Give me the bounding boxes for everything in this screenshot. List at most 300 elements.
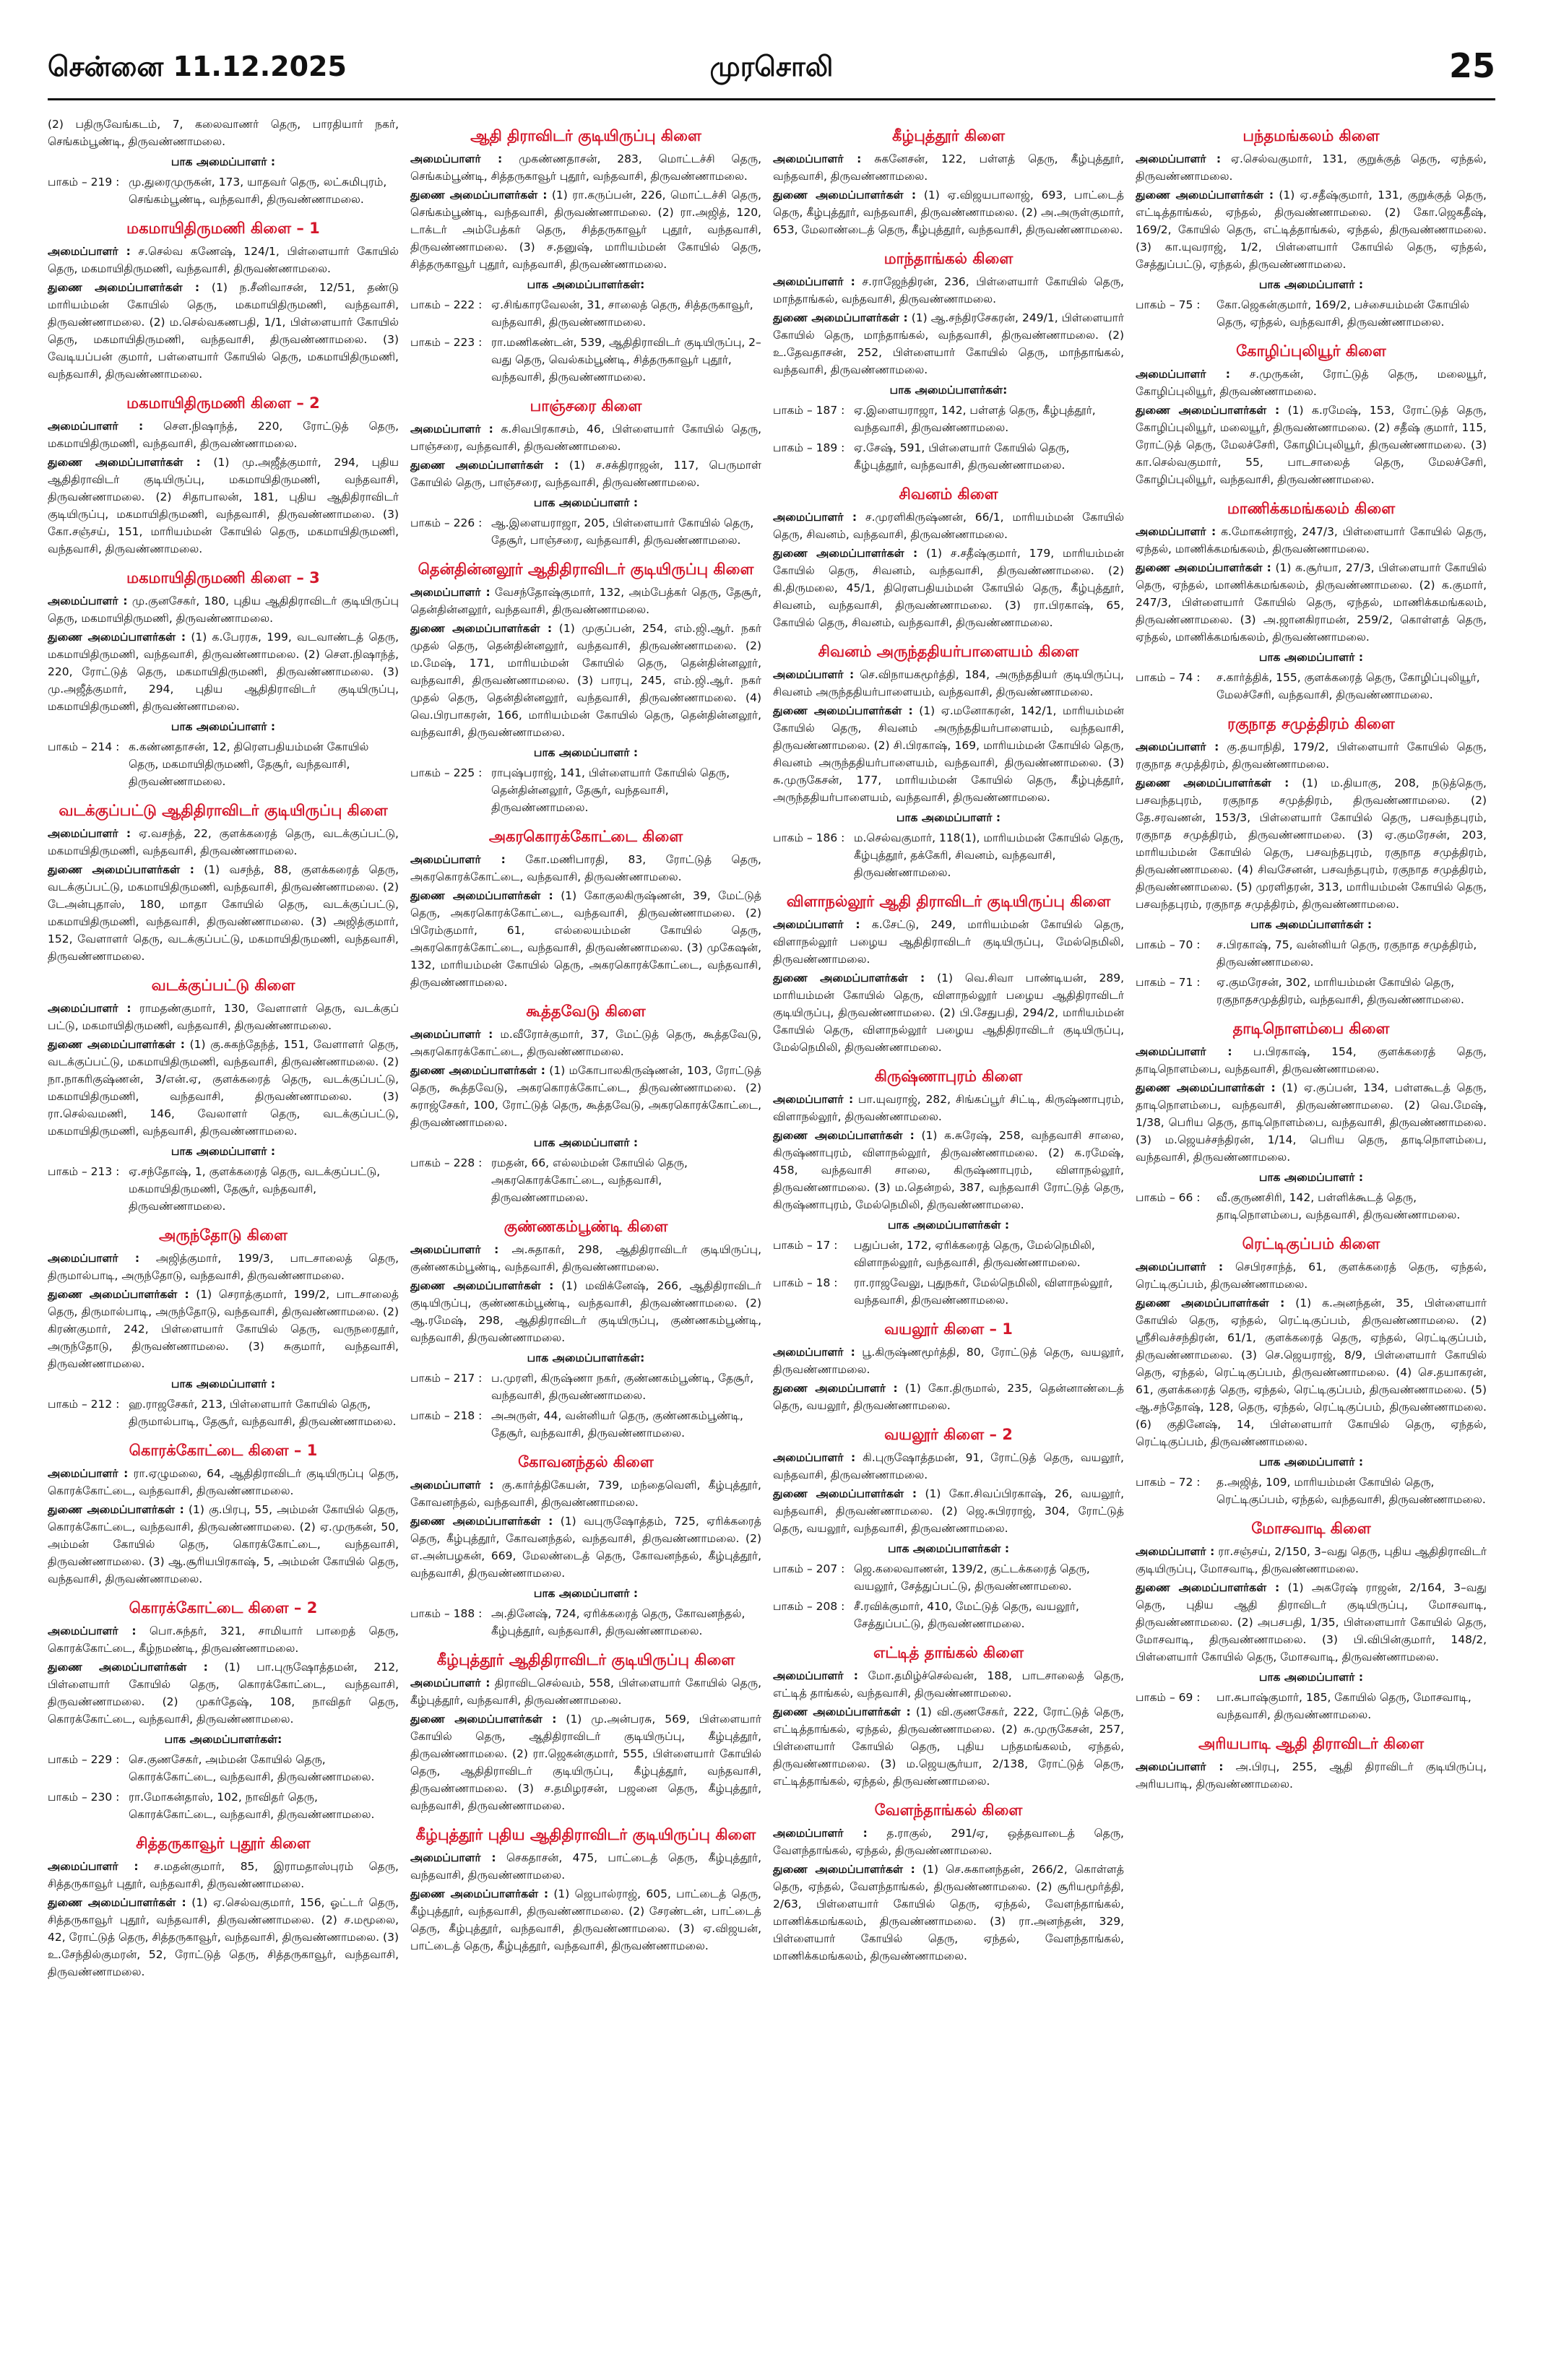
branch-section: [48, 218, 399, 383]
ward-organiser-heading: பாக அமைப்பாளர் :: [533, 1136, 639, 1149]
entry-text: (1) ச.சதீஷ்குமார், 179, மாரியம்மன் கோயில் தெரு, சிவனம், வந்தவாசி, திருவண்ணாமலை. (2) கி.திருமலை, 45/1, திரௌபதியம்மன் கோயில் தெரு, கீழ்புத்தூர், சிவனம், வந்தவாசி, திருவண்ணாமலை. (3) ரா.பிரகாஷ், 65, கோயில் தெரு, சிவனம், வந்தவாசி, திருவண்ணாமலை.: [773, 547, 1124, 629]
office-bearer-entry: [773, 1091, 1124, 1125]
ward-number: பாகம் – 228 :: [410, 1156, 483, 1169]
role-label: துணை அமைப்பாளர்கள் :: [48, 863, 194, 876]
ward-text: மு.துரைமுருகன், 173, யாதவர் தெரு, லட்சுமிபுரம், செங்கம்பூண்டி, வந்தவாசி, திருவண்ணாமலை.: [129, 176, 387, 206]
office-bearer-entry: [1136, 1043, 1487, 1078]
role-label: துணை அமைப்பாளர்கள் :: [410, 189, 548, 202]
branch-heading: பந்தமங்கலம் கிளை: [1242, 127, 1380, 144]
ward-number: பாகம் – 218 :: [410, 1409, 483, 1422]
branch-heading: அரியபாடி ஆதி திராவிடர் கிளை: [1198, 1735, 1425, 1752]
branch-section: [773, 126, 1124, 238]
ward-number: பாகம் – 219 :: [48, 176, 120, 189]
office-bearer-entry: [773, 309, 1124, 378]
ward-number: பாகம் – 186 :: [773, 831, 845, 844]
role-label: அமைப்பாளர் :: [48, 827, 131, 840]
branch-section: [773, 1424, 1124, 1632]
office-bearer-entry: [1136, 559, 1487, 646]
entry-text: க.சேட்டு, 249, மாரியம்மன் கோயில் தெரு, விளாநல்லூர் பழைய ஆதிதிராவிடர் குடியிருப்பு, மேல்நெமிலி, திருவண்ணாமலை.: [773, 918, 1124, 966]
office-bearer-entry: [1136, 1294, 1487, 1450]
entry-text: (1) க.சூர்யா, 27/3, பிள்ளையார் கோயில் தெரு, ஏந்தல், மாணிக்கமங்கலம், திருவண்ணாமலை. (2) க.குமார், 247/3, பிள்ளையார் கோயில் தெரு, ஏந்தல், மாணிக்கமங்கலம், திருவண்ணாமலை. (3) அ.ஜானகிராமன், 259/2, கொள்ளத் தெரு, ஏந்தல், மாணிக்கமங்கலம், திருவண்ணாமலை.: [1136, 561, 1487, 644]
ward-number: பாகம் – 223 :: [410, 336, 483, 349]
ward-organiser-heading: பாக அமைப்பாளர்கள்:: [164, 1733, 282, 1746]
ward-text: ஆ.இளையராஜா, 205, பிள்ளையார் கோயில் தெரு, தேசூர், பாஞ்சரை, வந்தவாசி, திருவண்ணாமலை.: [491, 516, 754, 547]
ward-organiser-heading: பாக அமைப்பாளர் :: [170, 155, 276, 168]
role-label: துணை அமைப்பாளர்கள் :: [410, 1887, 549, 1900]
branch-heading: கீழ்புத்தூர் புதிய ஆதிதிராவிடர் குடியிருப்பு கிளை: [415, 1826, 756, 1843]
role-label: அமைப்பாளர் :: [1136, 1760, 1224, 1773]
ward-entry: [1136, 1689, 1487, 1723]
role-label: அமைப்பாளர் :: [1136, 1260, 1224, 1273]
branch-heading: அகரகொரக்கோட்டை கிளை: [488, 828, 683, 845]
entry-text: (1) ஏ.விஜயபாலாஜ், 693, பாட்டைத் தெரு, கீழ்புத்தூர், வந்தவாசி, திருவண்ணாமலை. (2) அ.அருள்குமார், 653, மேலாண்டைத் தெரு, கீழ்புத்தூர், வந்தவாசி, திருவண்ணாமலை.: [773, 189, 1124, 236]
ward-number: பாகம் – 74 :: [1136, 671, 1201, 684]
ward-entry: [410, 296, 761, 331]
role-label: அமைப்பாளர் :: [773, 918, 860, 931]
branch-heading: சிவனம் கிளை: [899, 485, 998, 503]
ward-text: ப.முரளி, கிருஷ்ணா நகர், குண்ணகம்பூண்டி, தேசூர், வந்தவாசி, திருவண்ணாமலை.: [491, 1372, 754, 1402]
role-label: அமைப்பாளர் :: [410, 853, 506, 866]
ward-text: ஏ.குமரேசன், 302, மாரியம்மன் கோயில் தெரு, ரகுநாதசமுத்திரம், வந்தவாசி, திருவண்ணாமலை.: [1216, 976, 1464, 1006]
entry-text: ச.ராஜேந்திரன், 236, பிள்ளையார் கோயில் தெரு, மாந்தாங்கல், வந்தவாசி, திருவண்ணாமலை.: [773, 275, 1124, 306]
ward-text: ஏ.சிங்காரவேலன், 31, சாலைத் தெரு, சித்தருகாவூர், வந்தவாசி, திருவண்ணாமலை.: [491, 298, 753, 329]
ward-entry: [773, 1598, 1124, 1632]
office-bearer-entry: [410, 420, 761, 455]
office-bearer-entry: [48, 1250, 399, 1284]
office-bearer-entry: [48, 592, 399, 627]
role-label: அமைப்பாளர் :: [410, 423, 493, 436]
entry-text: பொ.சுந்தர், 321, சாமியார் பாறைத் தெரு, கொரக்கோட்டை, கீழ்நமண்டி, திருவண்ணாமலை.: [48, 1624, 399, 1655]
office-bearer-entry: [773, 1825, 1124, 1859]
role-label: துணை அமைப்பாளர்கள் :: [410, 459, 559, 472]
office-bearer-entry: [410, 1026, 761, 1060]
ward-entry: [1136, 669, 1487, 704]
ward-number: பாகம் – 222 :: [410, 298, 483, 311]
branch-section: [410, 559, 761, 816]
article-columns: [48, 116, 1495, 2351]
edition-date: சென்னை 11.12.2025: [48, 51, 347, 82]
branch-section: [1136, 126, 1487, 331]
ward-text: ஜெ.கலைவாணன், 139/2, குட்டக்கரைத் தெரு, வயலூர், சேத்துப்பட்டு, திருவண்ணாமலை.: [854, 1562, 1090, 1593]
office-bearer-entry: [410, 1513, 761, 1582]
role-label: அமைப்பாளர் :: [773, 1093, 854, 1106]
ward-text: ரா.மணிகண்டன், 539, ஆதிதிராவிடர் குடியிருப்பு, 2–வது தெரு, வெல்கம்பூண்டி, சித்தருகாவூர் புதூர், வந்தவாசி, திருவண்ணாமலை.: [491, 336, 761, 384]
office-bearer-entry: [48, 861, 399, 965]
role-label: அமைப்பாளர் :: [48, 1252, 140, 1265]
office-bearer-entry: [410, 1674, 761, 1709]
branch-section: [48, 568, 399, 790]
role-label: துணை அமைப்பாளர்கள் :: [773, 704, 913, 717]
ward-number: பாகம் – 71 :: [1136, 976, 1201, 989]
entry-text: (1) அகரேஷ் ராஜன், 2/164, 3–வது தெரு, புதிய ஆதி திராவிடர் குடியிருப்பு, மோசவாடி, திருவண்ணாமலை. (2) அபசபதி, 1/35, பிள்ளையார் கோயில் தெரு, மோசவாடி, திருவண்ணாமலை. (3) பி.விபின்குமார், 148/2, பிள்ளையார் கோயில் தெரு, மோசவாடி, திருவண்ணாமலை.: [1136, 1581, 1487, 1663]
branch-heading: பாஞ்சரை கிளை: [530, 397, 642, 415]
ward-number: பாகம் – 72 :: [1136, 1476, 1201, 1489]
office-bearer-entry: [1136, 523, 1487, 558]
role-label: அமைப்பாளர் :: [48, 1467, 129, 1480]
office-bearer-entry: [410, 887, 761, 991]
role-label: அமைப்பாளர் :: [410, 152, 503, 165]
entry-text: (1) ரா.கருப்பன், 226, மொட்டச்சி தெரு, செங்கம்பூண்டி, வந்தவாசி, திருவண்ணாமலை. (2) ரா.அஜித், 120, டாக்டர் அம்பேத்கர் தெரு, சித்தருகாவூர் புதூர், வந்தவாசி, திருவண்ணாமலை. (3) ச.தனுஷ், மாரியம்மன் கோயில் தெரு, சித்தருகாவூர் புதூர், வந்தவாசி, திருவண்ணாமலை.: [410, 189, 761, 271]
ward-entry: [1136, 974, 1487, 1008]
ward-text: பதுப்பன், 172, ஏரிக்கரைத் தெரு, மேல்நெமிலி, விளாநல்லூர், வந்தவாசி, திருவண்ணாமலை.: [854, 1239, 1095, 1269]
branch-heading: வடக்குப்பட்டு ஆதிதிராவிடர் குடியிருப்பு கிளை: [59, 802, 388, 819]
ward-number: பாகம் – 208 :: [773, 1600, 845, 1613]
entry-text: க.சிவபிரகாசம், 46, பிள்ளையார் கோயில் தெரு, பாஞ்சரை, வந்தவாசி, திருவண்ணாமலை.: [410, 423, 761, 453]
role-label: அமைப்பாளர் :: [1136, 152, 1222, 165]
branch-heading: கீழ்புத்தூர் கிளை: [891, 127, 1006, 144]
entry-text: செகதாசன், 475, பாட்டைத் தெரு, கீழ்புத்தூர், வந்தவாசி, திருவண்ணாமலை.: [410, 1851, 761, 1882]
office-bearer-entry: [48, 628, 399, 715]
entry-text: மோ.தமிழ்ச்செல்வன், 188, பாடசாலைத் தெரு, எட்டித் தாங்கல், வந்தவாசி, திருவண்ணாமலை.: [773, 1669, 1124, 1700]
entry-text: ம.வீரோச்குமார், 37, மேட்டுத் தெரு, கூத்தவேடு, அகரகொரக்கோட்டை, திருவண்ணாமலை.: [410, 1028, 761, 1058]
ward-text: சீ.ரவிக்குமார், 410, மேட்டுத் தெரு, வயலூர், சேத்துப்பட்டு, திருவண்ணாமலை.: [854, 1600, 1079, 1630]
entry-text: ஏ.செல்வகுமார், 131, குறுக்குத் தெரு, ஏந்தல், திருவண்ணாமலை.: [1136, 152, 1487, 183]
role-label: அமைப்பாளர் :: [48, 1002, 131, 1015]
ward-entry: [410, 1154, 761, 1206]
entry-text: க.மோகன்ராஜ், 247/3, பிள்ளையார் கோயில் தெரு, ஏந்தல், மாணிக்கமங்கலம், திருவண்ணாமலை.: [1136, 525, 1487, 555]
entry-text: சௌ.நிஷாந்த், 220, ரோட்டுத் தெரு, மகமாயிதிருமணி, வந்தவாசி, திருவண்ணாமலை.: [48, 420, 399, 450]
office-bearer-entry: [410, 1885, 761, 1955]
entry-text: (1) ஏ.குப்பன், 134, பள்ளகூடத் தெரு, தாடிநொளம்பை, வந்தவாசி, திருவண்ணாமலை. (2) வெ.மேஷ், 1/38, பெரிய தெரு, தாடிநொளம்பை, வந்தவாசி, திருவண்ணாமலை. (3) ம.ஜெயச்சந்திரன், 1/14, பெரிய தெரு, தாடிநொளம்பை, வந்தவாசி, திருவண்ணாமலை.: [1136, 1081, 1487, 1164]
role-label: துணை அமைப்பாளர்கள் :: [410, 622, 553, 635]
ward-number: பாகம் – 70 :: [1136, 938, 1201, 951]
branch-section: [410, 1216, 761, 1442]
branch-section: [1136, 1734, 1487, 1793]
branch-heading: கிருஷ்ணாபுரம் கிளை: [874, 1068, 1023, 1085]
office-bearer-entry: [48, 1501, 399, 1588]
branch-heading: மாந்தாங்கல் கிளை: [883, 250, 1013, 267]
role-label: அமைப்பாளர் :: [1136, 1545, 1215, 1558]
ward-entry: [1136, 296, 1487, 331]
branch-section: [410, 1825, 761, 1955]
entry-text: (1) செராத்குமார், 199/2, பாடசாலைத் தெரு, திருமால்பாடி, அருந்தோடு, வந்தவாசி, திருவண்ணாமலை. (2) கிரண்குமார், 242, பிள்ளையார் கோயில் தெரு, வருநரைதூர், அருந்தோடு, திருவண்ணாமலை. (3) சுகுமார், வந்தவாசி, திருவண்ணாமலை.: [48, 1288, 399, 1370]
office-bearer-entry: [410, 851, 761, 886]
branch-section: [773, 1800, 1124, 1965]
office-bearer-entry: [48, 1622, 399, 1657]
branch-heading: மகமாயிதிருமணி கிளை – 1: [126, 220, 320, 237]
office-bearer-entry: [773, 150, 1124, 185]
ward-organiser-heading: பாக அமைப்பாளர் :: [170, 1145, 276, 1158]
ward-number: பாகம் – 17 :: [773, 1239, 838, 1252]
ward-organiser-heading: பாக அமைப்பாளர் :: [1258, 1455, 1364, 1468]
branch-section: [773, 248, 1124, 474]
branch-section: [410, 1650, 761, 1814]
entry-text: (1) மு.அன்பரசு, 569, பிள்ளையார் கோயில் தெரு, ஆதிதிராவிடர் குடியிருப்பு, கீழ்புத்தூர், திருவண்ணாமலை. (2) ரா.ஜெகன்குமார், 555, பிள்ளையார் கோயில் தெரு, ஆதிதிராவிடர் குடியிருப்பு, கீழ்புத்தூர், வந்தவாசி, திருவண்ணாமலை. (3) ச.தமிழரசன், பஜனை தெரு, கீழ்புத்தூர், வந்தவாசி, திருவண்ணாமலை.: [410, 1713, 761, 1812]
office-bearer-entry: [410, 620, 761, 741]
entry-text: கு.தயாநிதி, 179/2, பிள்ளையார் கோயில் தெரு, ரகுநாத சமுத்திரம், திருவண்ணாமலை.: [1136, 740, 1487, 771]
ward-entry: [410, 1407, 761, 1442]
ward-organiser-heading: பாக அமைப்பாளர் :: [1258, 1671, 1364, 1684]
column-3: [773, 116, 1124, 2351]
ward-number: பாகம் – 66 :: [1136, 1191, 1201, 1204]
branch-section: [1136, 341, 1487, 488]
ward-number: பாகம் – 214 :: [48, 740, 120, 753]
office-bearer-entry: [48, 825, 399, 860]
branch-heading: சித்தருகாவூர் புதூர் கிளை: [136, 1835, 311, 1852]
office-bearer-entry: [410, 1849, 761, 1884]
entry-text: (1) பா.புருஷோத்தமன், 212, பிள்ளையார் கோயில் தெரு, கொரக்கோட்டை, வந்தவாசி, திருவண்ணாமலை. (2) முகர்தேஷ், 108, நாவிதர் தெரு, கொரக்கோட்டை, வந்தவாசி, திருவண்ணாமலை.: [48, 1661, 399, 1726]
office-bearer-entry: [410, 584, 761, 618]
office-bearer-entry: [48, 1858, 399, 1892]
entry-text: ஏ.வசந்த், 22, குளக்கரைத் தெரு, வடக்குப்பட்டு, மகமாயிதிருமணி, வந்தவாசி, திருவண்ணாமலை.: [48, 827, 399, 857]
ward-entry: [773, 829, 1124, 881]
entry-text: (1) கோகுலகிருஷ்ணன், 39, மேட்டுத் தெரு, அகரகொரக்கோட்டை, வந்தவாசி, திருவண்ணாமலை. (2) பிரேம்குமார், 61, எல்லையம்மன் கோயில் தெரு, அகரகொரக்கோட்டை, வந்தவாசி, திருவண்ணாமலை. (3) முகேஷன், 132, மாரியம்மன் கோயில் தெரு, அகரகொரக்கோட்டை, வந்தவாசி, திருவண்ணாமலை.: [410, 889, 761, 989]
branch-heading: ஆதி திராவிடர் குடியிருப்பு கிளை: [470, 127, 701, 144]
role-label: துணை அமைப்பாளர்கள் :: [410, 1279, 554, 1292]
role-label: துணை அமைப்பாளர்கள் :: [1136, 561, 1271, 574]
entry-text: த.ராகுல், 291/ஏ, ஒத்தவாடைத் தெரு, வேளந்தாங்கல், ஏந்தல், திருவண்ணாமலை.: [773, 1827, 1124, 1857]
branch-heading: கோழிப்புலியூர் கிளை: [1236, 342, 1386, 360]
role-label: அமைப்பாளர் :: [1136, 740, 1219, 753]
ward-organiser-heading: பாக அமைப்பாளர் :: [1258, 278, 1364, 291]
branch-section: [48, 1440, 399, 1588]
column-4: [1136, 116, 1487, 2351]
branch-heading: கொரக்கோட்டை கிளை – 1: [129, 1442, 318, 1459]
ward-entry: [48, 738, 399, 790]
branch-heading: கூத்தவேடு கிளை: [526, 1003, 646, 1020]
ward-number: பாகம் – 225 :: [410, 766, 483, 779]
entry-text: (1) வசந்த், 88, குளக்கரைத் தெரு, வடக்குப்பட்டு, மகமாயிதிருமணி, வந்தவாசி, திருவண்ணாமலை. (2) டேஅன்புதாஸ், 180, மாதா கோயில் தெரு, வடக்குப்பட்டு, மகமாயிதிருமணி, வந்தவாசி, திருவண்ணாமலை. (3) அஜித்குமார், 152, வேளாளர் தெரு, வடக்குப்பட்டு, மகமாயிதிருமணி, வந்தவாசி, திருவண்ணாமலை.: [48, 863, 399, 963]
ward-text: அ.தினேஷ், 724, ஏரிக்கரைத் தெரு, கோவனந்தல், கீழ்புத்தூர், வந்தவாசி, திருவண்ணாமலை.: [491, 1607, 745, 1637]
branch-heading: ரெட்டிகுப்பம் கிளை: [1242, 1235, 1380, 1252]
role-label: துணை அமைப்பாளர் :: [773, 1382, 898, 1395]
branch-heading: அருந்தோடு கிளை: [159, 1226, 288, 1244]
branch-section: [410, 826, 761, 991]
entry-text: (1) கு.சுகந்தேந்த், 151, வேளாளர் தெரு, வடக்குப்பட்டு, மகமாயிதிருமணி, வந்தவாசி, திருவண்ணாமலை. (2) நா.நாகரிகுஷ்ணன், 3/என்.ஏ, குளக்கரைத் தெரு, வடக்குப்பட்டு, மகமாயிதிருமணி, வந்தவாசி, திருவண்ணாமலை. (3) ரா.செல்வமணி, 146, வேலாளர் தெரு, வடக்குப்பட்டு, மகமாயிதிருமணி, வந்தவாசி, திருவண்ணாமலை.: [48, 1038, 399, 1138]
branch-section: [48, 800, 399, 965]
branch-section: [773, 1319, 1124, 1414]
entry-text: ச.முரளிகிருஷ்ணன், 66/1, மாரியம்மன் கோயில் தெரு, சிவனம், வந்தவாசி, திருவண்ணாமலை.: [773, 511, 1124, 541]
ward-number: பாகம் – 217 :: [410, 1372, 483, 1385]
branch-heading: வயலூர் கிளை – 2: [884, 1426, 1013, 1443]
role-label: அமைப்பாளர் :: [773, 1669, 858, 1682]
entry-text: (1) ஜெபால்ராஜ், 605, பாட்டைத் தெரு, கீழ்புத்தூர், வந்தவாசி, திருவண்ணாமலை. (2) சேரண்டன், பாட்டைத் தெரு, கீழ்புத்தூர், வந்தவாசி, திருவண்ணாமலை. (3) ஏ.விஜயன், பாட்டைத் தெரு, கீழ்புத்தூர், வந்தவாசி, திருவண்ணாமலை.: [410, 1887, 761, 1952]
ward-number: பாகம் – 229 :: [48, 1753, 120, 1766]
ward-organiser-heading: பாக அமைப்பாளர் :: [170, 1377, 276, 1390]
office-bearer-entry: [1136, 738, 1487, 773]
role-label: அமைப்பாளர் :: [1136, 525, 1216, 538]
role-label: துணை அமைப்பாளர்கள் :: [773, 972, 925, 985]
office-bearer-entry: [410, 1710, 761, 1814]
entry-text: (1) ஆ.சந்திரசேகரன், 249/1, பிள்ளையார் கோயில் தெரு, மாந்தாங்கல், வந்தவாசி, திருவண்ணாமலை. (2) உ.தேவதாசன், 252, பிள்ளையார் கோயில் தெரு, மாந்தாங்கல், வந்தவாசி, திருவண்ணாமலை.: [773, 311, 1124, 376]
branch-section: [410, 126, 761, 386]
ward-text: அஅருள், 44, வன்னியர் தெரு, குண்ணகம்பூண்டி, தேசூர், வந்தவாசி, திருவண்ணாமலை.: [491, 1409, 743, 1440]
office-bearer-entry: [48, 1036, 399, 1140]
ward-text: வீ.குருணசிரி, 142, பள்ளிக்கூடத் தெரு, தாடிநொளம்பை, வந்தவாசி, திருவண்ணாமலை.: [1216, 1191, 1461, 1221]
office-bearer-entry: [410, 456, 761, 491]
ward-entry: [773, 439, 1124, 474]
branch-heading: கீழ்புத்தூர் ஆதிதிராவிடர் குடியிருப்பு கிளை: [436, 1651, 735, 1669]
role-label: துணை அமைப்பாளர்கள் :: [410, 889, 553, 902]
role-label: துணை அமைப்பாளர்கள் :: [410, 1713, 557, 1726]
entry-text: (1) வபுருஷோத்தம், 725, ஏரிக்கரைத் தெரு, கீழ்புத்தூர், கோவனந்தல், வந்தவாசி, திருவண்ணாமலை. (2) எ.அன்பழகன், 669, மேலண்டைத் தெரு, கோவனந்தல், கீழ்புத்தூர், வந்தவாசி, திருவண்ணாமலை.: [410, 1515, 761, 1580]
ward-entry: [48, 1751, 399, 1786]
branch-heading: மாணிக்கமங்கலம் கிளை: [1227, 500, 1396, 517]
ward-organiser-heading: பாக அமைப்பாளர் :: [533, 496, 639, 509]
role-label: அமைப்பாளர் :: [410, 1243, 499, 1256]
entry-text: ரா.சஞ்சய், 2/150, 3–வது தெரு, புதிய ஆதிதிராவிடர் குடியிருப்பு, மோசவாடி, திருவண்ணாமலை.: [1136, 1545, 1487, 1575]
ward-entry: [773, 1560, 1124, 1595]
office-bearer-entry: [1136, 150, 1487, 185]
office-bearer-entry: [773, 273, 1124, 308]
entry-text: (1) ந.சீனிவாசன், 12/51, தண்டு மாரியம்மன் கோயில் தெரு, மகமாயிதிருமணி, வந்தவாசி, திருவண்ணாமலை. (2) ம.செல்வகணபதி, 1/1, பிள்ளையார் கோயில் தெரு, மகமாயிதிருமணி, வந்தவாசி, திருவண்ணாமலை. (3) வேடியப்பன் குமார், பள்ளையார் கோயில் தெரு, மகமாயிதிருமணி, வந்தவாசி, திருவண்ணாமலை.: [48, 281, 399, 381]
role-label: துணை அமைப்பாளர்கள் :: [48, 456, 201, 469]
ward-text: ரமதன், 66, எல்லம்மன் கோயில் தெரு, அகரகொரக்கோட்டை, வந்தவாசி, திருவண்ணாமலை.: [491, 1156, 688, 1204]
ward-text: ரா.ராஜவேலு, புதுநகர், மேல்நெமிலி, விளாநல்லூர், வந்தவாசி, திருவண்ணாமலை.: [854, 1276, 1113, 1307]
ward-organiser-heading: பாக அமைப்பாளர்கள்:: [527, 1351, 645, 1364]
ward-text: ஏ.சேஷ், 591, பிள்ளையார் கோயில் தெரு, கீழ்புத்தூர், வந்தவாசி, திருவண்ணாமலை.: [854, 441, 1070, 472]
office-bearer-entry: [1136, 1079, 1487, 1166]
entry-text: (1) ஏ.சதீஷ்குமார், 131, குறுக்குத் தெரு, எட்டித்தாங்கல், ஏந்தல், திருவண்ணாமலை. (2) கோ.ஜெகதீஷ், 169/2, கோயில் தெரு, எட்டித்தாங்கல், ஏந்தல், திருவண்ணாமலை. (3) கா.யுவராஜ், 1/2, பிள்ளையார் கோயில் தெரு, ஏந்தல், சேத்துப்பட்டு, ஏந்தல், திருவண்ணாமலை.: [1136, 189, 1487, 271]
branch-section: [1136, 498, 1487, 704]
entry-text: ப.பிரகாஷ், 154, குளக்கரைத் தெரு, தாடிநொளம்பை, வந்தவாசி, திருவண்ணாமலை.: [1136, 1045, 1487, 1076]
office-bearer-entry: [773, 1703, 1124, 1790]
ward-text: ம.செல்வகுமார், 118(1), மாரியம்மன் கோயில் தெரு, கீழ்புத்தூர், தக்கேரி, சிவனம், வந்தவாசி, திருவண்ணாமலை.: [854, 831, 1124, 879]
office-bearer-entry: [410, 1241, 761, 1276]
branch-section: [48, 1225, 399, 1430]
office-bearer-entry: [773, 969, 1124, 1056]
entry-text: ச.மதன்குமார், 85, இராமதாஸ்புரம் தெரு, சித்தருகாவூர் புதூர், வந்தவாசி, திருவண்ணாமலை.: [48, 1860, 399, 1890]
ward-number: பாகம் – 212 :: [48, 1398, 120, 1411]
ward-text: ஹ.ராஜசேகர், 213, பிள்ளையார் கோயில் தெரு, திருமால்பாடி, தேசூர், வந்தவாசி, திருவண்ணாமலை.: [129, 1398, 397, 1428]
entry-text: (1) முகுப்பன், 254, எம்.ஜி.ஆர். நகர் முதல் தெரு, தென்தின்னலூர், வந்தவாசி, திருவண்ணாமலை. (2) ம.மேஷ், 171, மாரியம்மன் கோயில் தெரு, தென்தின்னலூர், வந்தவாசி, திருவண்ணாமலை. (3) பாரபு, 245, எம்.ஜி.ஆர். நகர் முதல் தெரு, தென்தின்னலூர், வந்தவாசி, திருவண்ணாமலை. (4) வெ.பிரபாகரன், 166, மாரியம்மன் கோயில் தெரு, தென்தின்னலூர், வந்தவாசி, திருவண்ணாமலை.: [410, 622, 761, 739]
ward-organiser-heading: பாக அமைப்பாளர் :: [1258, 1171, 1364, 1184]
ward-text: ரா.மோகன்தாஸ், 102, நாவிதர் தெரு, கொரக்கோட்டை, வந்தவாசி, திருவண்ணாமலை.: [129, 1791, 375, 1821]
branch-section: [773, 891, 1124, 1056]
ward-number: பாகம் – 188 :: [410, 1607, 483, 1620]
entry-text: (1) செ.சுகானந்தன், 266/2, கொள்ளத் தெரு, ஏந்தல், வேளந்தாங்கல், திருவண்ணாமலை. (2) சூரியமூர்த்தி, 2/63, பிள்ளையார் கோயில் தெரு, ஏந்தல், வேளந்தாங்கல், மாணிக்கமங்கலம், திருவண்ணாமலை. (3) ரா.அனந்தன், 329, பிள்ளையார் கோயில் தெரு, ஏந்தல், வேளந்தாங்கல், மாணிக்கமங்கலம், திருவண்ணாமலை.: [773, 1863, 1124, 1963]
role-label: அமைப்பாளர் :: [773, 1451, 856, 1464]
branch-heading: வடக்குப்பட்டு கிளை: [151, 977, 295, 994]
role-label: துணை அமைப்பாளர்கள் :: [773, 547, 918, 560]
ward-organiser-heading: பாக அமைப்பாளர்கள்:: [527, 278, 645, 291]
branch-section: [48, 975, 399, 1215]
branch-section: [1136, 1234, 1487, 1508]
office-bearer-entry: [48, 1286, 399, 1372]
branch-heading: மகமாயிதிருமணி கிளை – 3: [126, 569, 320, 587]
branch-section: [773, 641, 1124, 881]
entry-text: (1) க.பேரரசு, 199, வடவாண்டத் தெரு, மகமாயிதிருமணி, வந்தவாசி, திருவண்ணாமலை. (2) சௌ.நிஷாந்த், 220, ரோட்டுத் தெரு, மகமாயிதிருமணி, திருவண்ணாமலை. (3) மு.அஜீத்குமார், 294, புதிய ஆதிதிராவிடர் குடியிருப்பு, மகமாயிதிருமணி, திருவண்ணாமலை.: [48, 631, 399, 713]
office-bearer-entry: [410, 1062, 761, 1131]
entry-text: (1) மு.அஜீத்குமார், 294, புதிய ஆதிதிராவிடர் குடியிருப்பு, மகமாயிதிருமணி, வந்தவாசி, திருவண்ணாமலை. (2) சிதாபாலன், 181, புதிய ஆதிதிராவிடர் குடியிருப்பு, மகமாயிதிருமணி, வந்தவாசி, திருவண்ணாமலை. (3) கோ.சஞ்சய், 151, மாரியம்மன் கோயில் தெரு, மகமாயிதிருமணி, வந்தவாசி, திருவண்ணாமலை.: [48, 456, 399, 555]
role-label: துணை அமைப்பாளர்கள் :: [773, 1487, 917, 1500]
role-label: அமைப்பாளர் :: [410, 1028, 493, 1041]
office-bearer-entry: [48, 1894, 399, 1981]
branch-section: [1136, 714, 1487, 1008]
entry-text: பூ.கிருஷ்ணமூர்த்தி, 80, ரோட்டுத் தெரு, வயலூர், திருவண்ணாமலை.: [773, 1346, 1124, 1376]
office-bearer-entry: [48, 1465, 399, 1500]
ward-number: பாகம் – 189 :: [773, 441, 845, 454]
office-bearer-entry: [1136, 1579, 1487, 1666]
entry-text: (1) மவிக்னேஷ், 266, ஆதிதிராவிடர் குடியிருப்பு, குண்ணகம்பூண்டி, வந்தவாசி, திருவண்ணாமலை. (2) ஆ.ரமேஷ், 298, ஆதிதிராவிடர் குடியிருப்பு, குண்ணகம்பூண்டி, வந்தவாசி, திருவண்ணாமலை.: [410, 1279, 761, 1344]
ward-entry: [410, 1605, 761, 1640]
role-label: துணை அமைப்பாளர்கள் :: [48, 1661, 208, 1674]
branch-section: [773, 1066, 1124, 1309]
office-bearer-entry: [773, 1343, 1124, 1378]
ward-organiser-heading: பாக அமைப்பாளர்கள் :: [887, 1219, 1010, 1232]
ward-text: கோ.ஜெகன்குமார், 169/2, பச்சையம்மன் கோயில் தெரு, ஏந்தல், வந்தவாசி, திருவண்ணாமலை.: [1216, 298, 1469, 329]
entry-text: (1) க.சுரேஷ், 258, வந்தவாசி சாலை, கிருஷ்ணாபுரம், விளாநல்லூர், திருவண்ணாமலை. (2) க.ரமேஷ், 458, வந்தவாசி சாலை, கிருஷ்ணாபுரம், விளாநல்லூர், திருவண்ணாமலை. (3) ம.தென்றல், 387, வந்தவாசி ரோட்டுத் தெரு, கிருஷ்ணாபுரம், மேல்நெமிலி, திருவண்ணாமலை.: [773, 1129, 1124, 1211]
entry-text: செபிரசாந்த், 61, குளக்கரைத் தெரு, ஏந்தல், ரெட்டிகுப்பம், திருவண்ணாமலை.: [1136, 1260, 1487, 1291]
ward-organiser-heading: பாக அமைப்பாளர் :: [1258, 651, 1364, 664]
role-label: துணை அமைப்பாளர்கள் :: [48, 1896, 186, 1909]
ward-entry: [48, 1163, 399, 1215]
branch-heading: கொரக்கோட்டை கிளை – 2: [129, 1599, 318, 1617]
office-bearer-entry: [1136, 186, 1487, 273]
newspaper-title: முரசொலி: [709, 51, 834, 82]
ward-organiser-heading: பாக அமைப்பாளர் :: [896, 811, 1001, 824]
role-label: துணை அமைப்பாளர்கள் :: [48, 281, 200, 294]
ward-organiser-heading: பாக அமைப்பாளர் :: [170, 720, 276, 733]
entry-text: (1) மகோபாலகிருஷ்ணன், 103, ரோட்டுத் தெரு, கூத்தவேடு, அகரகொரக்கோட்டை, திருவண்ணாமலை. (2) சுராஜ்சேகர், 100, ரோட்டுத் தெரு, கூத்தவேடு, அகரகொரக்கோட்டை, திருவண்ணாமலை.: [410, 1064, 761, 1129]
entry-text: (1) கோ.சிவப்பிரகாஷ், 26, வயலூர், வந்தவாசி, திருவண்ணாமலை. (2) ஜெ.சுபிரராஜ், 304, ரோட்டுத் தெரு, வயலூர், வந்தவாசி, திருவண்ணாமலை.: [773, 1487, 1124, 1535]
office-bearer-entry: [773, 186, 1124, 238]
role-label: துணை அமைப்பாளர்கள் :: [1136, 776, 1289, 789]
office-bearer-entry: [48, 1658, 399, 1728]
role-label: அமைப்பாளர் :: [48, 594, 128, 607]
entry-text: செ.விநாயகமூர்த்தி, 184, அருந்ததியர் குடியிருப்பு, சிவனம் அருந்ததியர்பாளையம், வந்தவாசி, திருவண்ணாமலை.: [773, 668, 1124, 698]
office-bearer-entry: [48, 417, 399, 452]
branch-heading: சிவனம் அருந்ததியர்பாளையம் கிளை: [818, 643, 1079, 660]
ward-entry: [48, 1395, 399, 1430]
role-label: அமைப்பாளர் :: [410, 586, 490, 599]
role-label: துணை அமைப்பாளர்கள் :: [48, 1503, 184, 1516]
entry-text: (1) கு.பிரபு, 55, அம்மன் கோயில் தெரு, கொரக்கோட்டை, வந்தவாசி, திருவண்ணாமலை. (2) ஏ.முருகன், 50, அம்மன் கோயில் தெரு, கொரக்கோட்டை, வந்தவாசி, திருவண்ணாமலை. (3) ஆ.சூரியபிரகாஷ், 5, அம்மன் கோயில் தெரு, வந்தவாசி, திருவண்ணாமலை.: [48, 1503, 399, 1585]
role-label: துணை அமைப்பாளர்கள் :: [773, 189, 917, 202]
ward-entry: [48, 173, 399, 208]
role-label: துணை அமைப்பாளர்கள் :: [1136, 1081, 1276, 1094]
header-rule: [48, 98, 1495, 100]
entry-text: (1) ஏ.மனோகரன், 142/1, மாரியம்மன் கோயில் தெரு, சிவனம் அருந்ததியர்பாளையம், வந்தவாசி, திருவண்ணாமலை. (2) சி.பிரகாஷ், 169, மாரியம்மன் கோயில் தெரு, சிவனம் அருந்ததியர்பாளையம், வந்தவாசி, திருவண்ணாமலை. (3) சு.முருகேசன், 177, மாரியம்மன் கோயில் தெரு, கீழ்புத்தூர், அருந்ததியர்பாளையம், வந்தவாசி, திருவண்ணாமலை.: [773, 704, 1124, 804]
column-2: [410, 116, 761, 2351]
role-label: அமைப்பாளர் :: [410, 1479, 494, 1492]
role-label: அமைப்பாளர் :: [773, 152, 862, 165]
branch-heading: எட்டித் தாங்கல் கிளை: [873, 1644, 1024, 1661]
entry-text: (1) வெ.சிவா பாண்டியன், 289, மாரியம்மன் கோயில் தெரு, விளாநல்லூர் பழைய ஆதிதிராவிடர் குடியிருப்பு, திருவண்ணாமலை. (2) பி.சேதுபதி, 294/2, மாரியம்மன் கோயில் தெரு, விளாநல்லூர் பழைய ஆதிதிராவிடர் குடியிருப்பு, மேல்நெமிலி, திருவண்ணாமலை.: [773, 972, 1124, 1054]
office-bearer-entry: [773, 1449, 1124, 1484]
role-label: துணை அமைப்பாளர்கள் :: [773, 1129, 915, 1142]
ward-text: பா.சுபாஷ்குமார், 185, கோயில் தெரு, மோசவாடி, வந்தவாசி, திருவண்ணாமலை.: [1216, 1691, 1471, 1721]
role-label: அமைப்பாளர் :: [48, 1624, 137, 1637]
ward-number: பாகம் – 18 :: [773, 1276, 838, 1289]
entry-text: (1) வி.குணசேகர், 222, ரோட்டுத் தெரு, எட்டித்தாங்கல், ஏந்தல், திருவண்ணாமலை. (2) சு.முருகேசன், 257, பிள்ளையார் கோயில் தெரு, புதிய பந்தமங்கலம், ஏந்தல், திருவண்ணாமலை. (3) ம.ஜெயசூர்யா, 2/138, ரோட்டுத் தெரு, எட்டித்தாங்கல், ஏந்தல், திருவண்ணாமலை.: [773, 1705, 1124, 1788]
office-bearer-entry: [48, 279, 399, 383]
entry-text: (1) ஏ.செல்வகுமார், 156, ஓட்டர் தெரு, சித்தருகாவூர் புதூர், வந்தவாசி, திருவண்ணாமலை. (2) ச.மமூலை, 42, ரோட்டுத் தெரு, சித்தருகாவூர், வந்தவாசி, திருவண்ணாமலை. (3) உ.சேந்தில்குமரன், 52, ரோட்டுத் தெரு, சித்தருகாவூர், வந்தவாசி, திருவண்ணாமலை.: [48, 1896, 399, 1978]
entry-text: அ.பிரபு, 255, ஆதி திராவிடர் குடியிருப்பு, அரியபாடி, திருவண்ணாமலை.: [1136, 1760, 1487, 1791]
office-bearer-entry: [1136, 402, 1487, 488]
entry-text: (1) கோ.திருமால், 235, தென்னாண்டைத் தெரு, வயலூர், திருவண்ணாமலை.: [773, 1382, 1124, 1412]
ward-number: பாகம் – 75 :: [1136, 298, 1201, 311]
ward-entry: [48, 1788, 399, 1823]
ward-text: த.அஜித், 109, மாரியம்மன் கோயில் தெரு, ரெட்டிகுப்பம், ஏந்தல், வந்தவாசி, திருவண்ணாமலை.: [1216, 1476, 1486, 1506]
office-bearer-entry: [773, 545, 1124, 631]
ward-text: ஏ.சந்தோஷ், 1, குளக்கரைத் தெரு, வடக்குப்பட்டு, மகமாயிதிருமணி, தேசூர், வந்தவாசி, திருவண்ணாமலை.: [129, 1165, 381, 1213]
ward-entry: [410, 334, 761, 386]
office-bearer-entry: [773, 1127, 1124, 1213]
ward-entry: [773, 1237, 1124, 1271]
office-bearer-entry: [773, 1380, 1124, 1414]
entry-text: திராவிடசெல்வம், 558, பிள்ளையார் கோயில் தெரு, கீழ்புத்தூர், வந்தவாசி, திருவண்ணாமலை.: [410, 1676, 761, 1707]
branch-section: [48, 1598, 399, 1823]
entry-text: வேசந்தோஷ்குமார், 132, அம்பேத்கர் தெரு, தேசூர், தென்தின்னலூர், வந்தவாசி, திருவண்ணாமலை.: [410, 586, 761, 616]
entry-text: பா.யுவராஜ், 282, சிங்கப்பூர் சிட்டி, கிருஷ்ணாபுரம், விளாநல்லூர், திருவண்ணாமலை.: [773, 1093, 1124, 1123]
role-label: அமைப்பாளர் :: [773, 1346, 855, 1359]
branch-heading: கோவனந்தல் கிளை: [518, 1453, 654, 1471]
branch-section: [1136, 1518, 1487, 1723]
entry-text: ராமதண்குமார், 130, வேளாளர் தெரு, வடக்குப் பட்டு, மகமாயிதிருமணி, வந்தவாசி, திருவண்ணாமலை.: [48, 1002, 399, 1032]
branch-section: [48, 116, 399, 208]
role-label: அமைப்பாளர் :: [410, 1676, 490, 1689]
